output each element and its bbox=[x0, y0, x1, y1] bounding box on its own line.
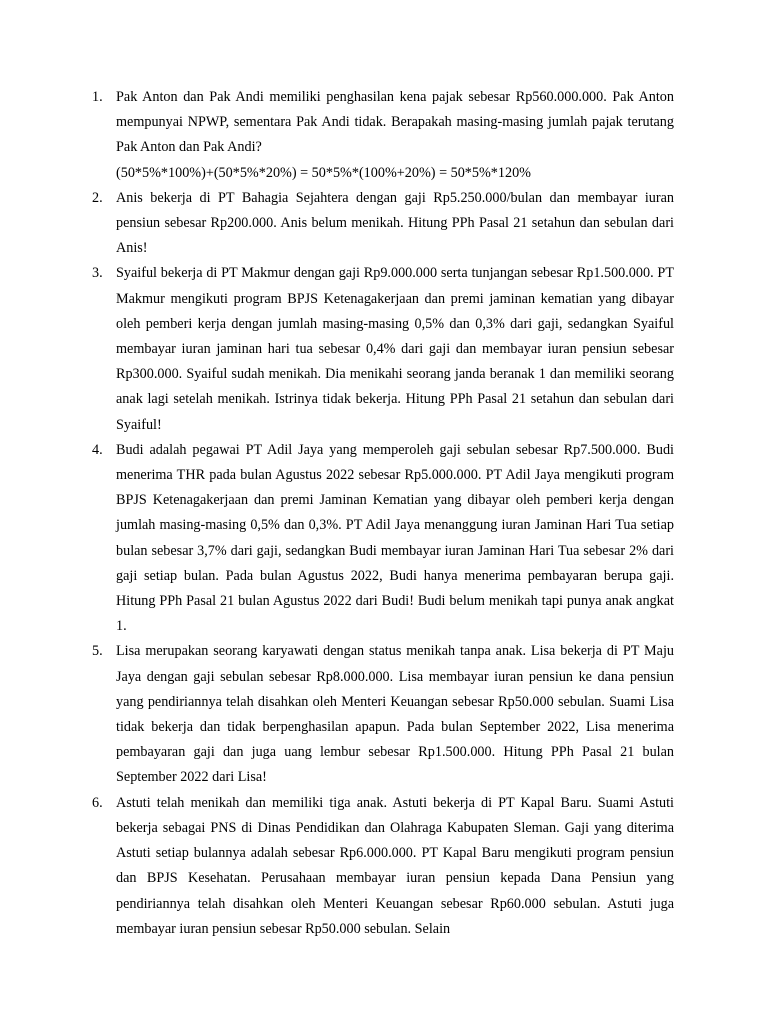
question-2 bbox=[92, 186, 674, 262]
question-text: Budi adalah pegawai PT Adil Jaya yang memperoleh gaji sebulan sebesar Rp7.500.000. Budi menerima THR pada bulan Agustus 2022 sebesar Rp5.000.000. PT Adil Jaya mengikuti program BPJS Ketenagakerjaan dan premi Jaminan Kematian yang dibayar oleh pemberi kerja dengan jumlah masing-masing 0,5% dan 0,3%. PT Adil Jaya menanggung iuran Jaminan Hari Tua setiap bulan sebesar 3,7% dari gaji, sedangkan Budi membayar iuran Jaminan Hari Tua sebesar 2% dari gaji setiap bulan. Pada bulan Agustus 2022, Budi hanya menerima pembayaran berupa gaji. Hitung PPh Pasal 21 bulan Agustus 2022 dari Budi! Budi belum menikah tapi punya anak angkat 1. bbox=[116, 441, 674, 635]
question-5 bbox=[92, 639, 674, 790]
question-body bbox=[116, 85, 674, 186]
question-number: 5. bbox=[92, 643, 103, 660]
question-text: Lisa merupakan seorang karyawati dengan status menikah tanpa anak. Lisa bekerja di PT Maju Jaya dengan gaji sebulan sebesar Rp8.000.000. Lisa membayar iuran pensiun ke dana pensiun yang pendiriannya telah disahkan oleh Menteri Keuangan sebesar Rp50.000 sebulan. Suami Lisa tidak bekerja dan tidak berpenghasilan apapun. Pada bulan September 2022, Lisa menerima pembayaran gaji dan juga uang lembur sebesar Rp1.500.000. Hitung PPh Pasal 21 bulan September 2022 dari Lisa! bbox=[116, 643, 674, 786]
question-formula: (50*5%*100%)+(50*5%*20%) = 50*5%*(100%+20%) = 50*5%*120% bbox=[116, 164, 531, 181]
question-number: 2. bbox=[92, 189, 103, 206]
question-list bbox=[92, 85, 674, 942]
question-number: 6. bbox=[92, 794, 103, 811]
question-text: Anis bekerja di PT Bahagia Sejahtera dengan gaji Rp5.250.000/bulan dan membayar iuran pensiun sebesar Rp200.000. Anis belum menikah. Hitung PPh Pasal 21 setahun dan sebulan dari Anis! bbox=[116, 189, 674, 257]
question-text: Pak Anton dan Pak Andi memiliki penghasilan kena pajak sebesar Rp560.000.000. Pak Anton mempunyai NPWP, sementara Pak Andi tidak. Berapakah masing-masing jumlah pajak terutang Pak Anton dan Pak Andi? bbox=[116, 89, 674, 156]
question-number: 4. bbox=[92, 441, 103, 458]
question-6 bbox=[92, 791, 674, 942]
question-4 bbox=[92, 438, 674, 640]
question-number: 1. bbox=[92, 89, 103, 105]
question-3 bbox=[92, 261, 674, 437]
question-1 bbox=[92, 85, 674, 186]
question-number: 3. bbox=[92, 265, 103, 282]
question-text: Syaiful bekerja di PT Makmur dengan gaji Rp9.000.000 serta tunjangan sebesar Rp1.500.000. PT Makmur mengikuti program BPJS Ketenagakerjaan dan premi jaminan kematian yang dibayar oleh pemberi kerja dengan jumlah masing-masing 0,5% dan 0,3% dari gaji, sedangkan Syaiful membayar iuran jaminan hari tua sebesar 0,4% dari gaji dan membayar iuran pensiun sebesar Rp300.000. Syaiful sudah menikah. Dia menikahi seorang janda beranak 1 dan memiliki seorang anak lagi setelah menikah. Istrinya tidak bekerja. Hitung PPh Pasal 21 setahun dan sebulan dari Syaiful! bbox=[116, 265, 674, 433]
question-text: Astuti telah menikah dan memiliki tiga anak. Astuti bekerja di PT Kapal Baru. Suami Astuti bekerja sebagai PNS di Dinas Pendidikan dan Olahraga Kabupaten Sleman. Gaji yang diterima Astuti setiap bulannya adalah sebesar Rp6.000.000. PT Kapal Baru mengikuti program pensiun dan BPJS Kesehatan. Perusahaan membayar iuran pensiun kepada Dana Pensiun yang pendiriannya telah disahkan oleh Menteri Keuangan sebesar Rp60.000 sebulan. Astuti juga membayar iuran pensiun sebesar Rp50.000 sebulan. Selain bbox=[116, 794, 674, 937]
